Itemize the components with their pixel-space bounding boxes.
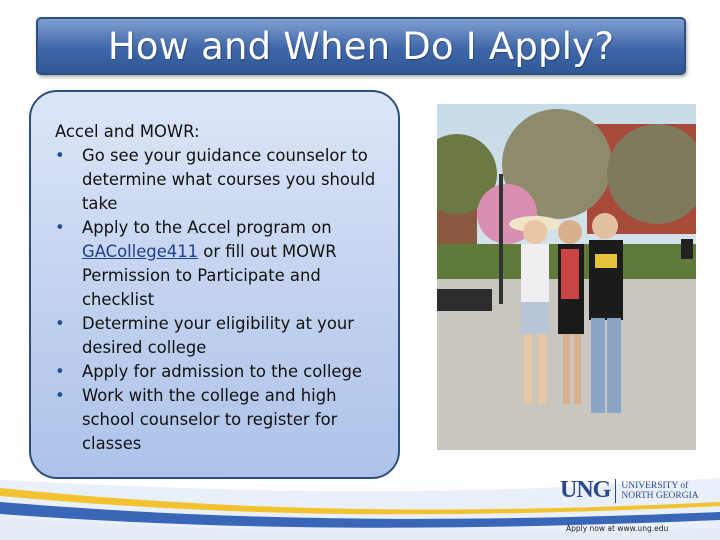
- section-heading: Accel and MOWR:: [55, 122, 200, 141]
- ung-logo: [560, 477, 699, 504]
- bullet-text: Apply for admission to the college: [82, 362, 362, 381]
- bullet-item: [55, 216, 385, 312]
- bullet-text: Determine your eligibility at your desired college: [82, 314, 355, 357]
- bullet-text: Work with the college and high school counselor to register for classes: [82, 386, 338, 453]
- bullet-list: [55, 144, 385, 456]
- logo-line1: UNIVERSITY of: [621, 480, 689, 491]
- gacollege411-link[interactable]: GACollege411: [82, 242, 199, 261]
- content-text: [55, 120, 385, 456]
- bullet-item: [55, 144, 385, 216]
- logo-line2: NORTH GEORGIA: [621, 490, 699, 501]
- bullet-marker: •: [55, 362, 65, 381]
- bullet-marker: •: [55, 314, 65, 333]
- bullet-item: [55, 384, 385, 456]
- bullet-item: [55, 360, 385, 384]
- footer-text: Apply now at www.ung.edu: [566, 524, 669, 533]
- logo-name: [621, 481, 698, 501]
- title-banner: [36, 17, 686, 75]
- slide-title: How and When Do I Apply?: [107, 24, 615, 68]
- bullet-text: Go see your guidance counselor to determine what courses you should take: [82, 146, 376, 213]
- logo-divider: [615, 479, 616, 503]
- students-photo: [437, 104, 696, 450]
- photo-illustration: [437, 104, 696, 450]
- bullet-text: Apply to the Accel program on: [82, 218, 332, 237]
- bullet-marker: •: [55, 146, 65, 165]
- bullet-marker: •: [55, 218, 65, 237]
- bullet-item: [55, 312, 385, 360]
- bullet-text: or fill out MOWR Permission to Participate and checklist: [82, 242, 337, 309]
- bullet-marker: •: [55, 386, 65, 405]
- logo-mark: UNG: [560, 477, 611, 503]
